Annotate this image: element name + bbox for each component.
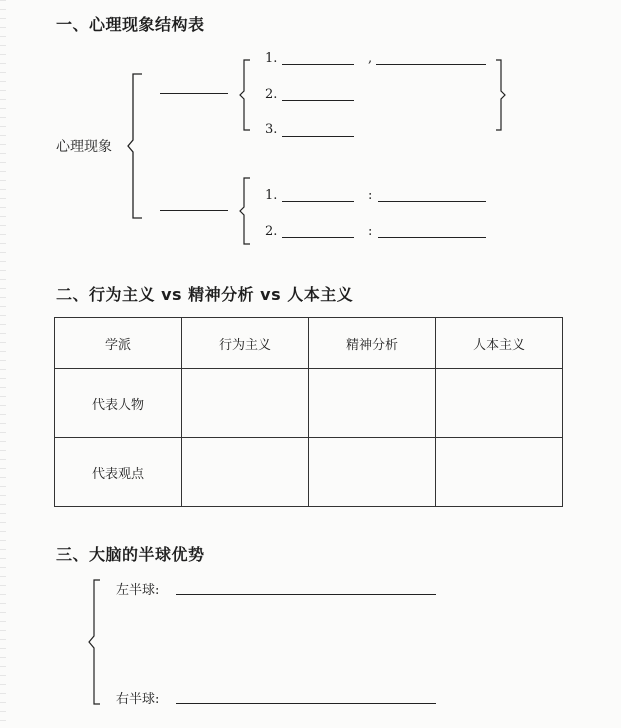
root-label: 心理现象 [56, 139, 112, 155]
table-cell[interactable] [309, 369, 436, 438]
right-hemisphere-blank[interactable] [176, 703, 436, 704]
row-label-representatives: 代表人物 [55, 369, 182, 438]
table-cell[interactable] [436, 369, 563, 438]
g2-item1-num: 1. [265, 188, 278, 203]
g1-item3-blank[interactable] [282, 136, 354, 137]
g1-item1-num: 1. [265, 51, 278, 66]
g2-item2-num: 2. [265, 224, 278, 239]
section2-title: 二、行为主义 vs 精神分析 vs 人本主义 [56, 285, 354, 304]
header-cell-behaviorism: 行为主义 [182, 318, 309, 369]
g1-item1-blank[interactable] [282, 64, 354, 65]
g1-item3-num: 3. [265, 122, 278, 137]
table-header-row [55, 318, 563, 369]
g1-item2-num: 2. [265, 87, 278, 102]
g2-item1-blank[interactable] [282, 201, 354, 202]
g2-item2-blank2[interactable] [378, 237, 486, 238]
header-cell-school: 学派 [55, 318, 182, 369]
group1-brace [240, 58, 254, 132]
group1-right-brace [496, 58, 510, 132]
g1-item1-blank2[interactable] [376, 64, 486, 65]
branch1-blank[interactable] [160, 93, 228, 94]
main-brace [128, 72, 148, 222]
left-hemisphere-blank[interactable] [176, 594, 436, 595]
table-cell[interactable] [436, 438, 563, 507]
left-hemisphere-label: 左半球: [116, 583, 160, 598]
comparison-table [54, 317, 563, 507]
g2-item2-blank[interactable] [282, 237, 354, 238]
g2-item1-blank2[interactable] [378, 201, 486, 202]
table-cell[interactable] [182, 369, 309, 438]
row-label-viewpoints: 代表观点 [55, 438, 182, 507]
group2-brace [240, 176, 254, 246]
section1-title: 一、心理现象结构表 [56, 15, 205, 34]
section3-title: 三、大脑的半球优势 [56, 545, 205, 564]
table-row [55, 438, 563, 507]
header-cell-psychoanalysis: 精神分析 [309, 318, 436, 369]
g2-item1-sep: : [368, 188, 373, 203]
hemisphere-brace [88, 578, 104, 706]
scan-edge-texture [0, 0, 6, 728]
g1-item1-sep: , [368, 51, 373, 66]
table-row [55, 369, 563, 438]
table-cell[interactable] [309, 438, 436, 507]
header-cell-humanism: 人本主义 [436, 318, 563, 369]
g1-item2-blank[interactable] [282, 100, 354, 101]
branch2-blank[interactable] [160, 210, 228, 211]
g2-item2-sep: : [368, 224, 373, 239]
right-hemisphere-label: 右半球: [116, 692, 160, 707]
table-cell[interactable] [182, 438, 309, 507]
